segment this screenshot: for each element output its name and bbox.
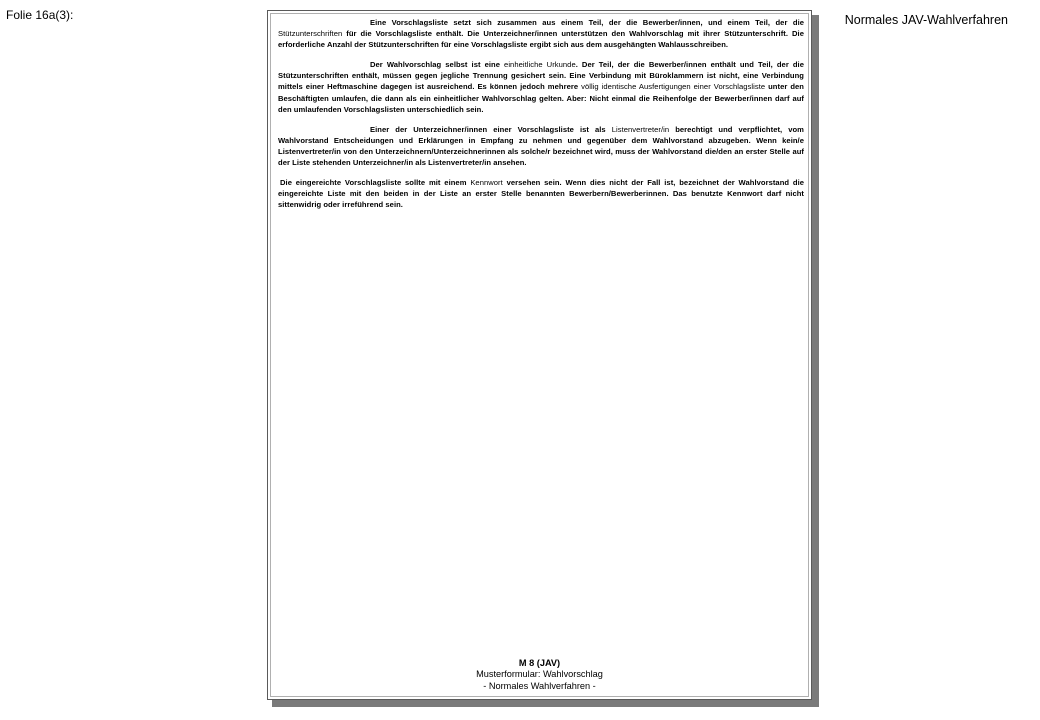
paragraph-text: berechtigt und verpflichtet, vom Wahlvorstand Entscheidungen und Erklärungen in Empfang zu nehmen und gegenüber dem Wahlvorstand abzugeben. Wenn kein/e Listenvertreter/in von den Unterzeichnern/Unterzeichnerinnen als solche/r bezeichnet wird, muss der Wahlvorstand die/den an erster Stelle auf der Liste stehenden Unterzeichner/in als Listenvertreter/in ansehen. <box>278 124 804 168</box>
paragraph-text: versehen sein. Wenn dies nicht der Fall ist, bezeichnet der Wahlvorstand die eingereichte Liste mit den beiden in der Liste an erster Stelle benannten Bewerbern/Bewerberinnen. Das benutzte Kennwort darf nicht sittenwidrig oder irreführend sein. <box>278 178 805 210</box>
footer-form-title: Musterformular: Wahlvorschlag <box>476 669 603 679</box>
footer-form-subtitle: - Normales Wahlverfahren - <box>483 680 596 691</box>
paragraph-term: einheitliche Urkunde <box>504 60 576 70</box>
paragraph-text: Einer der Unterzeichner/innen einer Vorschlagsliste ist als <box>370 124 612 134</box>
paragraph-text: unter den Beschäftigten umlaufen, die dann als ein einheitlicher Wahlvorschlag gelten. Aber: Nicht einmal die Reihenfolge der Bewerber/innen darf auf den umlaufenden Vorschlagslisten unterschiedlich sein. <box>278 82 804 114</box>
slide-label: Folie 16a(3): <box>6 8 74 22</box>
paragraph-text: für die Vorschlagsliste enthält. Die Unterzeichner/innen unterstützen den Wahlvorschlag mit ihrer Stützunterschrift. Die erforderliche Anzahl der Stützunterschriften für eine Vorschlagsliste ergibt sich aus dem ausgehängten Wahlausschreiben. <box>278 29 804 50</box>
paragraph-term: Stützunterschriften <box>278 29 343 39</box>
paragraph-term: Kennwort <box>470 178 503 188</box>
slide-title: Normales JAV-Wahlverfahren <box>844 13 1008 27</box>
paragraph-text: . Der Teil, der die Bewerber/innen enthält und Teil, der die Stützunterschriften enthält, müssen gegen jegliche Trennung gesichert sein. Eine Verbindung mit Büroklammern ist nicht, eine Verbindung mittels einer Heftmaschine dagegen ist ausreichend. Es können jedoch mehrere <box>278 60 804 92</box>
paragraph-term: völlig identische Ausfertigungen einer Vorschlagsliste <box>581 82 766 92</box>
paragraph-text: Eine Vorschlagsliste setzt sich zusammen aus einem Teil, der die Bewerber/innen, und einem Teil, der die <box>370 18 804 27</box>
paragraph-einheitliche-urkunde <box>278 59 804 114</box>
document-card <box>267 10 812 700</box>
paragraph-text: Die eingereichte Vorschlagsliste sollte mit einem <box>280 178 471 188</box>
paragraph-text: Der Wahlvorschlag selbst ist eine <box>370 60 505 70</box>
paragraph-vorschlagsliste <box>278 17 804 50</box>
paragraph-term: Listenvertreter/in <box>611 124 670 134</box>
card-inner-border <box>270 13 809 697</box>
footer-form-code: M 8 (JAV) <box>518 657 561 668</box>
card-footer <box>268 658 811 693</box>
paragraph-kennwort <box>278 177 804 210</box>
paragraph-listenvertreter <box>278 124 804 168</box>
